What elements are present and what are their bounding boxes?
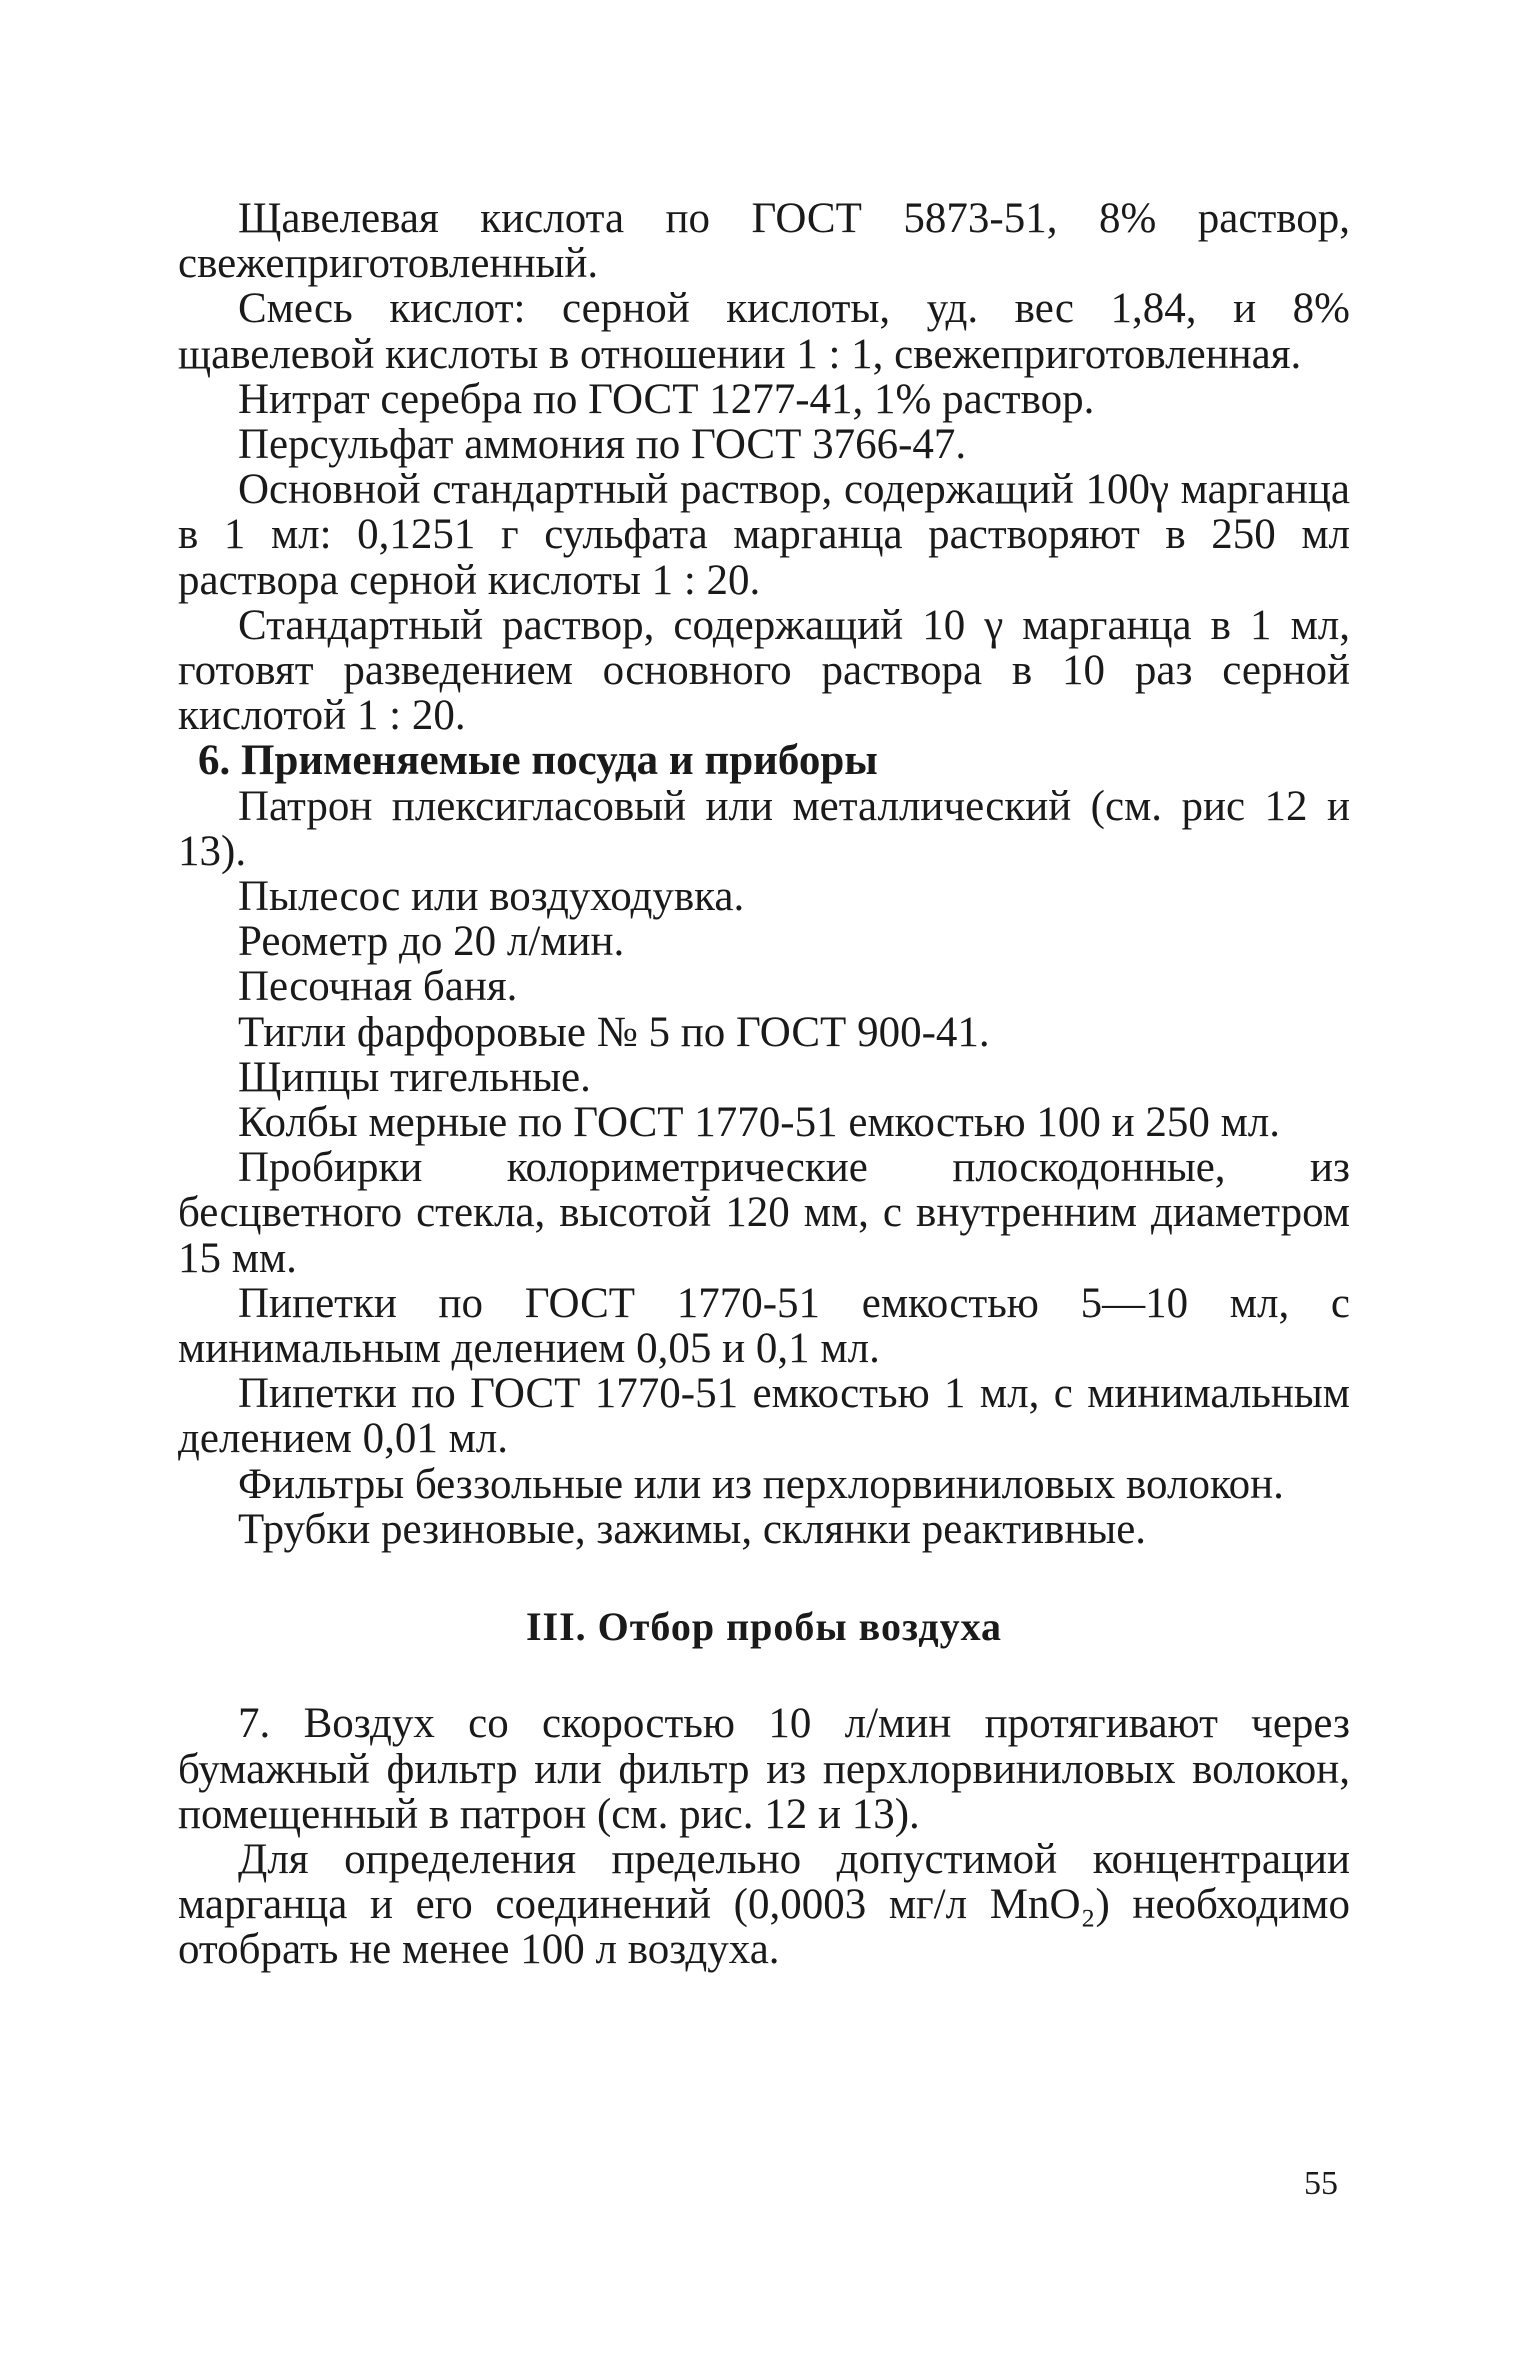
equipment-paragraph: Колбы мерные по ГОСТ 1770-51 емкостью 100 и 250 мл. (238, 1099, 1280, 1147)
equipment-paragraph: Пипетки по ГОСТ 1770-51 емкостью 1 мл, с минимальным делением 0,01 мл. (178, 1370, 1350, 1463)
body-text (178, 196, 1350, 1973)
equipment-paragraph: Трубки резиновые, зажимы, склянки реактивные. (238, 1505, 1147, 1553)
equipment-paragraph: Пробирки колориметрические плоскодонные, из бесцветного стекла, высотой 120 мм, с внутренним диаметром 15 мм. (178, 1144, 1350, 1282)
section-3-title: III. Отбор пробы воздуха (525, 1604, 1003, 1650)
equipment-paragraph: Тигли фарфоровые № 5 по ГОСТ 900-41. (238, 1008, 990, 1056)
equipment-paragraph: Патрон плексигласовый или металлический (см. рис 12 и 13). (178, 782, 1350, 875)
reagent-paragraph: Персульфат аммония по ГОСТ 3766-47. (238, 421, 967, 469)
equipment-paragraph: Песочная баня. (238, 963, 518, 1011)
reagent-paragraph: Смесь кислот: серной кислоты, уд. вес 1,84, и 8% щавелевой кислоты в отношении 1 : 1, свежеприготовленная. (178, 285, 1350, 378)
equipment-paragraph: Пипетки по ГОСТ 1770-51 емкостью 5—10 мл, с минимальным делением 0,05 и 0,1 мл. (178, 1279, 1350, 1373)
equipment-paragraph: Фильтры беззольные или из перхлорвиниловых волокон. (238, 1460, 1284, 1508)
equipment-paragraph: Реометр до 20 л/мин. (238, 918, 625, 966)
reagent-paragraph: Нитрат серебра по ГОСТ 1277-41, 1% раствор. (238, 375, 1095, 423)
equipment-paragraph: Щипцы тигельные. (238, 1053, 591, 1101)
reagent-paragraph: Щавелевая кислота по ГОСТ 5873-51, 8% раствор, свежеприготовленный. (178, 195, 1350, 288)
reagent-paragraph: Основной стандартный раствор, содержащий 100γ марганца в 1 мл: 0,1251 г сульфата марганца растворяют в 250 мл раствора серной кислоты 1 : 20. (178, 466, 1350, 604)
section-6-heading: 6. Применяемые посуда и приборы (198, 737, 878, 785)
page-number: 55 (1304, 2165, 1338, 2202)
sampling-paragraph: Для определения предельно допустимой концентрации марганца и его соединений (0,0003 мг/л MnO₂) необходимо отобрать не менее 100 л воздуха. (178, 1835, 1350, 1974)
equipment-paragraph: Пылесос или воздуходувка. (238, 873, 745, 921)
reagent-paragraph: Стандартный раствор, содержащий 10 γ марганца в 1 мл, готовят разведением основного раствора в 10 раз серной кислотой 1 : 20. (178, 601, 1350, 740)
sampling-paragraph: 7. Воздух со скоростью 10 л/мин протягивают через бумажный фильтр или фильтр из перхлорвиниловых волокон, помещенный в патрон (см. рис. 12 и 13). (178, 1700, 1350, 1838)
